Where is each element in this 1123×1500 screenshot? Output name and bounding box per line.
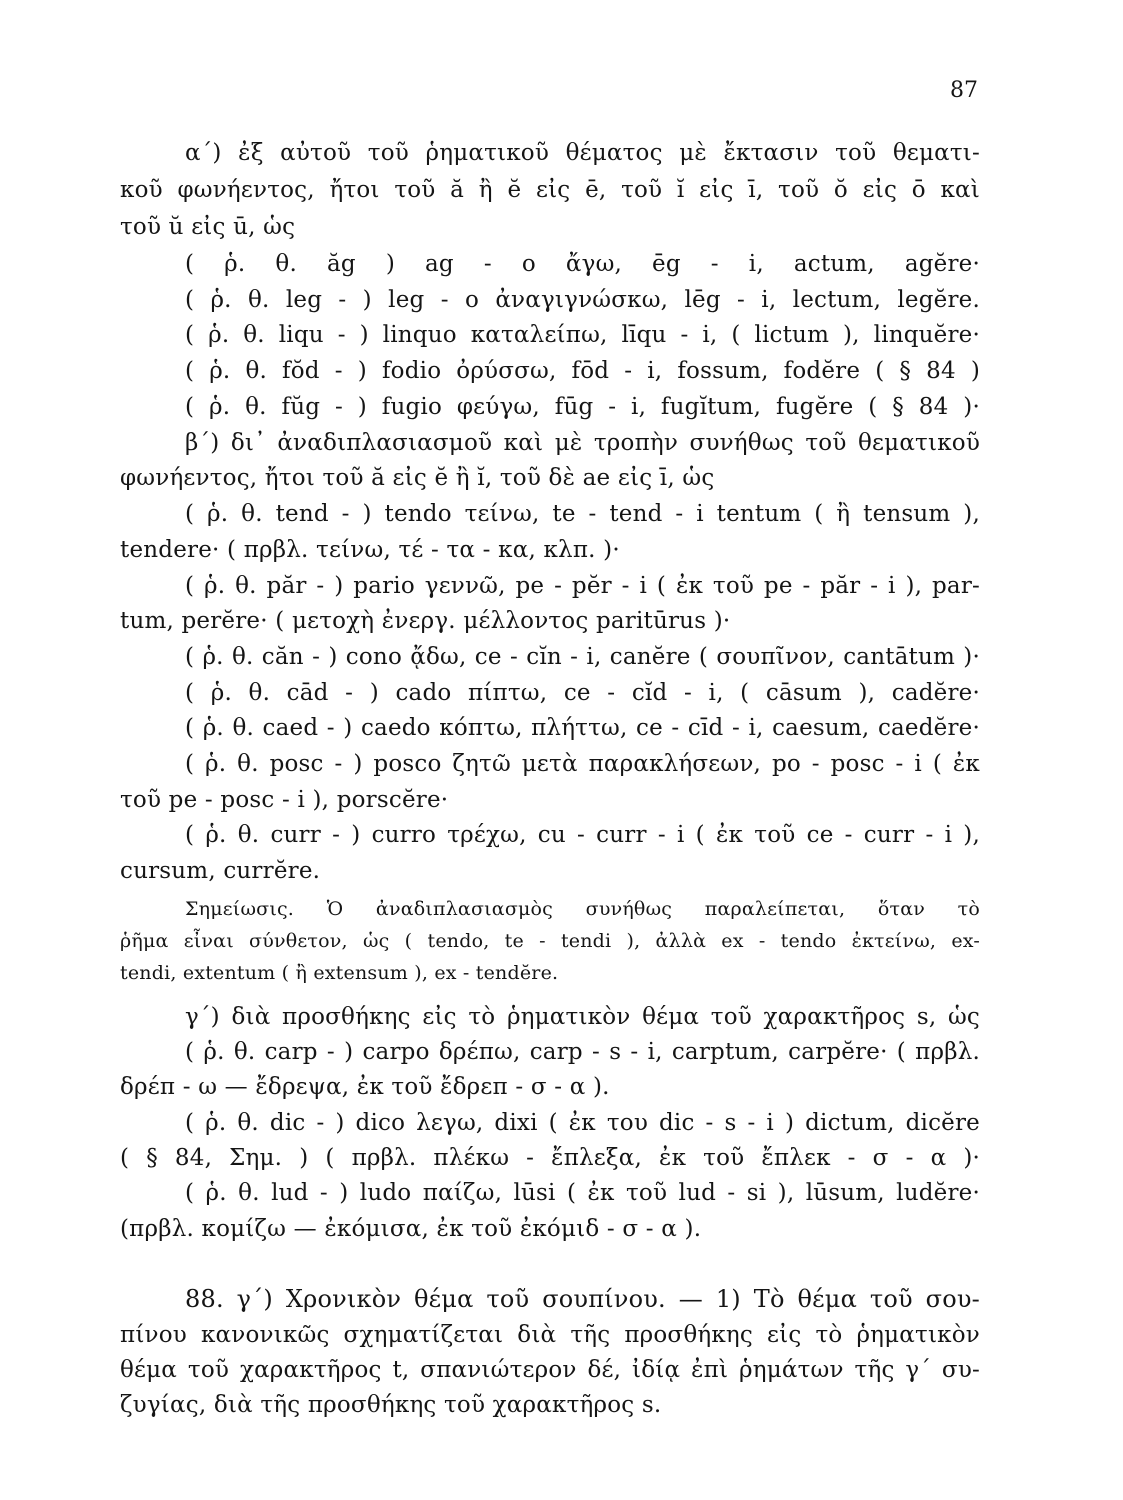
text-line: ( ῥ. θ. leg - ) leg - o ἀναγιγνώσκω, lēg - i, lectum, legĕre. [185, 287, 980, 313]
text-line: θέμα τοῦ χαρακτῆρος t, σπανιώτερον δέ, ἰδίᾳ ἐπὶ ῥημάτων τῆς γ΄ συ- [120, 1357, 980, 1383]
text-line: δρέπ - ω — ἔδρεψα, ἐκ τοῦ ἔδρεπ - σ - α ). [120, 1074, 610, 1100]
text-line: γ΄) διὰ προσθήκης εἰς τὸ ῥηματικὸν θέμα τοῦ χαρακτῆρος s, ὡς [185, 1004, 980, 1030]
section-heading-line: 88. γ΄) Χρονικὸν θέμα τοῦ σουπίνου. — 1) Τὸ θέμα τοῦ σου- [185, 1285, 980, 1313]
note-line: Σημείωσις. Ὁ ἀναδιπλασιασμὸς συνήθως παραλείπεται, ὅταν τὸ [185, 898, 980, 920]
text-line: ( ῥ. θ. caed - ) caedo κόπτω, πλήττω, ce - cīd - i, caesum, caedĕre· [185, 715, 980, 741]
text-line: ( ῥ. θ. tend - ) tendo τείνω, te - tend - i tentum ( ἢ tensum ), [185, 501, 980, 527]
text-line: ( ῥ. θ. fŏd - ) fodio ὀρύσσω, fōd - i, fossum, fodĕre ( § 84 ) [185, 358, 980, 384]
text-line: β΄) δι᾽ ἀναδιπλασιασμοῦ καὶ μὲ τροπὴν συνήθως τοῦ θεματικοῦ [185, 430, 980, 456]
text-line: τοῦ pe - posc - i ), porscĕre· [120, 787, 449, 813]
note-line: ῥῆμα εἶναι σύνθετον, ὡς ( tendo, te - tendi ), ἀλλὰ ex - tendo ἐκτείνω, ex- [120, 930, 980, 952]
text-line: τοῦ ŭ εἰς ū, ὡς [120, 214, 296, 240]
text-line: ( ῥ. θ. păr - ) pario γεννῶ, pe - pĕr - i ( ἐκ τοῦ pe - păr - i ), par- [185, 573, 980, 599]
text-line: tum, perĕre· ( μετοχὴ ἐνεργ. μέλλοντος paritūrus )· [120, 608, 731, 634]
text-line: ( ῥ. θ. posc - ) posco ζητῶ μετὰ παρακλήσεων, po - posc - i ( ἐκ [185, 751, 980, 777]
text-line: ( ῥ. θ. cād - ) cado πίπτω, ce - cĭd - i, ( cāsum ), cadĕre· [185, 680, 980, 706]
page-number: 87 [950, 78, 978, 103]
text-line: ( ῥ. θ. carp - ) carpo δρέπω, carp - s - i, carptum, carpĕre· ( πρβλ. [185, 1039, 980, 1065]
text-line: α΄) ἐξ αὐτοῦ τοῦ ῥηματικοῦ θέματος μὲ ἔκτασιν τοῦ θεματι- [185, 140, 980, 166]
text-line: ( ῥ. θ. lud - ) ludo παίζω, lūsi ( ἐκ τοῦ lud - si ), lūsum, ludĕre· [185, 1180, 980, 1206]
text-line: ( ῥ. θ. liqu - ) linquo καταλείπω, līqu - i, ( lictum ), linquĕre· [185, 322, 980, 348]
text-line: cursum, currĕre. [120, 858, 321, 884]
text-line: ( ῥ. θ. ăg ) ag - o ἄγω, ēg - i, actum, agĕre· [185, 251, 980, 277]
text-line: ( ῥ. θ. curr - ) curro τρέχω, cu - curr - i ( ἐκ τοῦ ce - curr - i ), [185, 822, 980, 848]
text-line: πίνου κανονικῶς σχηματίζεται διὰ τῆς προσθήκης εἰς τὸ ῥηματικὸν [120, 1322, 980, 1348]
text-line: φωνήεντος, ἤτοι τοῦ ă εἰς ĕ ἢ ĭ, τοῦ δὲ ae εἰς ī, ὡς [120, 465, 715, 491]
text-line: ζυγίας, διὰ τῆς προσθήκης τοῦ χαρακτῆρος s. [120, 1392, 662, 1418]
text-line: (πρβλ. κομίζω — ἐκόμισα, ἐκ τοῦ ἐκόμιδ - σ - α ). [120, 1216, 702, 1242]
text-line: κοῦ φωνήεντος, ἤτοι τοῦ ă ἢ ĕ εἰς ē, τοῦ ĭ εἰς ī, τοῦ ŏ εἰς ō καὶ [120, 177, 980, 203]
text-line: ( ῥ. θ. căn - ) cono ᾄδω, ce - cĭn - i, canĕre ( σουπῖνον, cantātum )· [185, 644, 980, 670]
text-line: ( ῥ. θ. fŭg - ) fugio φεύγω, fūg - i, fugĭtum, fugĕre ( § 84 )· [185, 394, 980, 420]
note-line: tendi, extentum ( ἢ extensum ), ex - tendĕre. [120, 962, 559, 984]
text-line: ( ῥ. θ. dic - ) dico λεγω, dixi ( ἐκ του dic - s - i ) dictum, dicĕre [185, 1110, 980, 1136]
text-line: tendere· ( πρβλ. τείνω, τέ - τα - κα, κλπ. )· [120, 537, 620, 563]
text-line: ( § 84, Σημ. ) ( πρβλ. πλέκω - ἔπλεξα, ἐκ τοῦ ἔπλεκ - σ - α )· [120, 1145, 980, 1171]
